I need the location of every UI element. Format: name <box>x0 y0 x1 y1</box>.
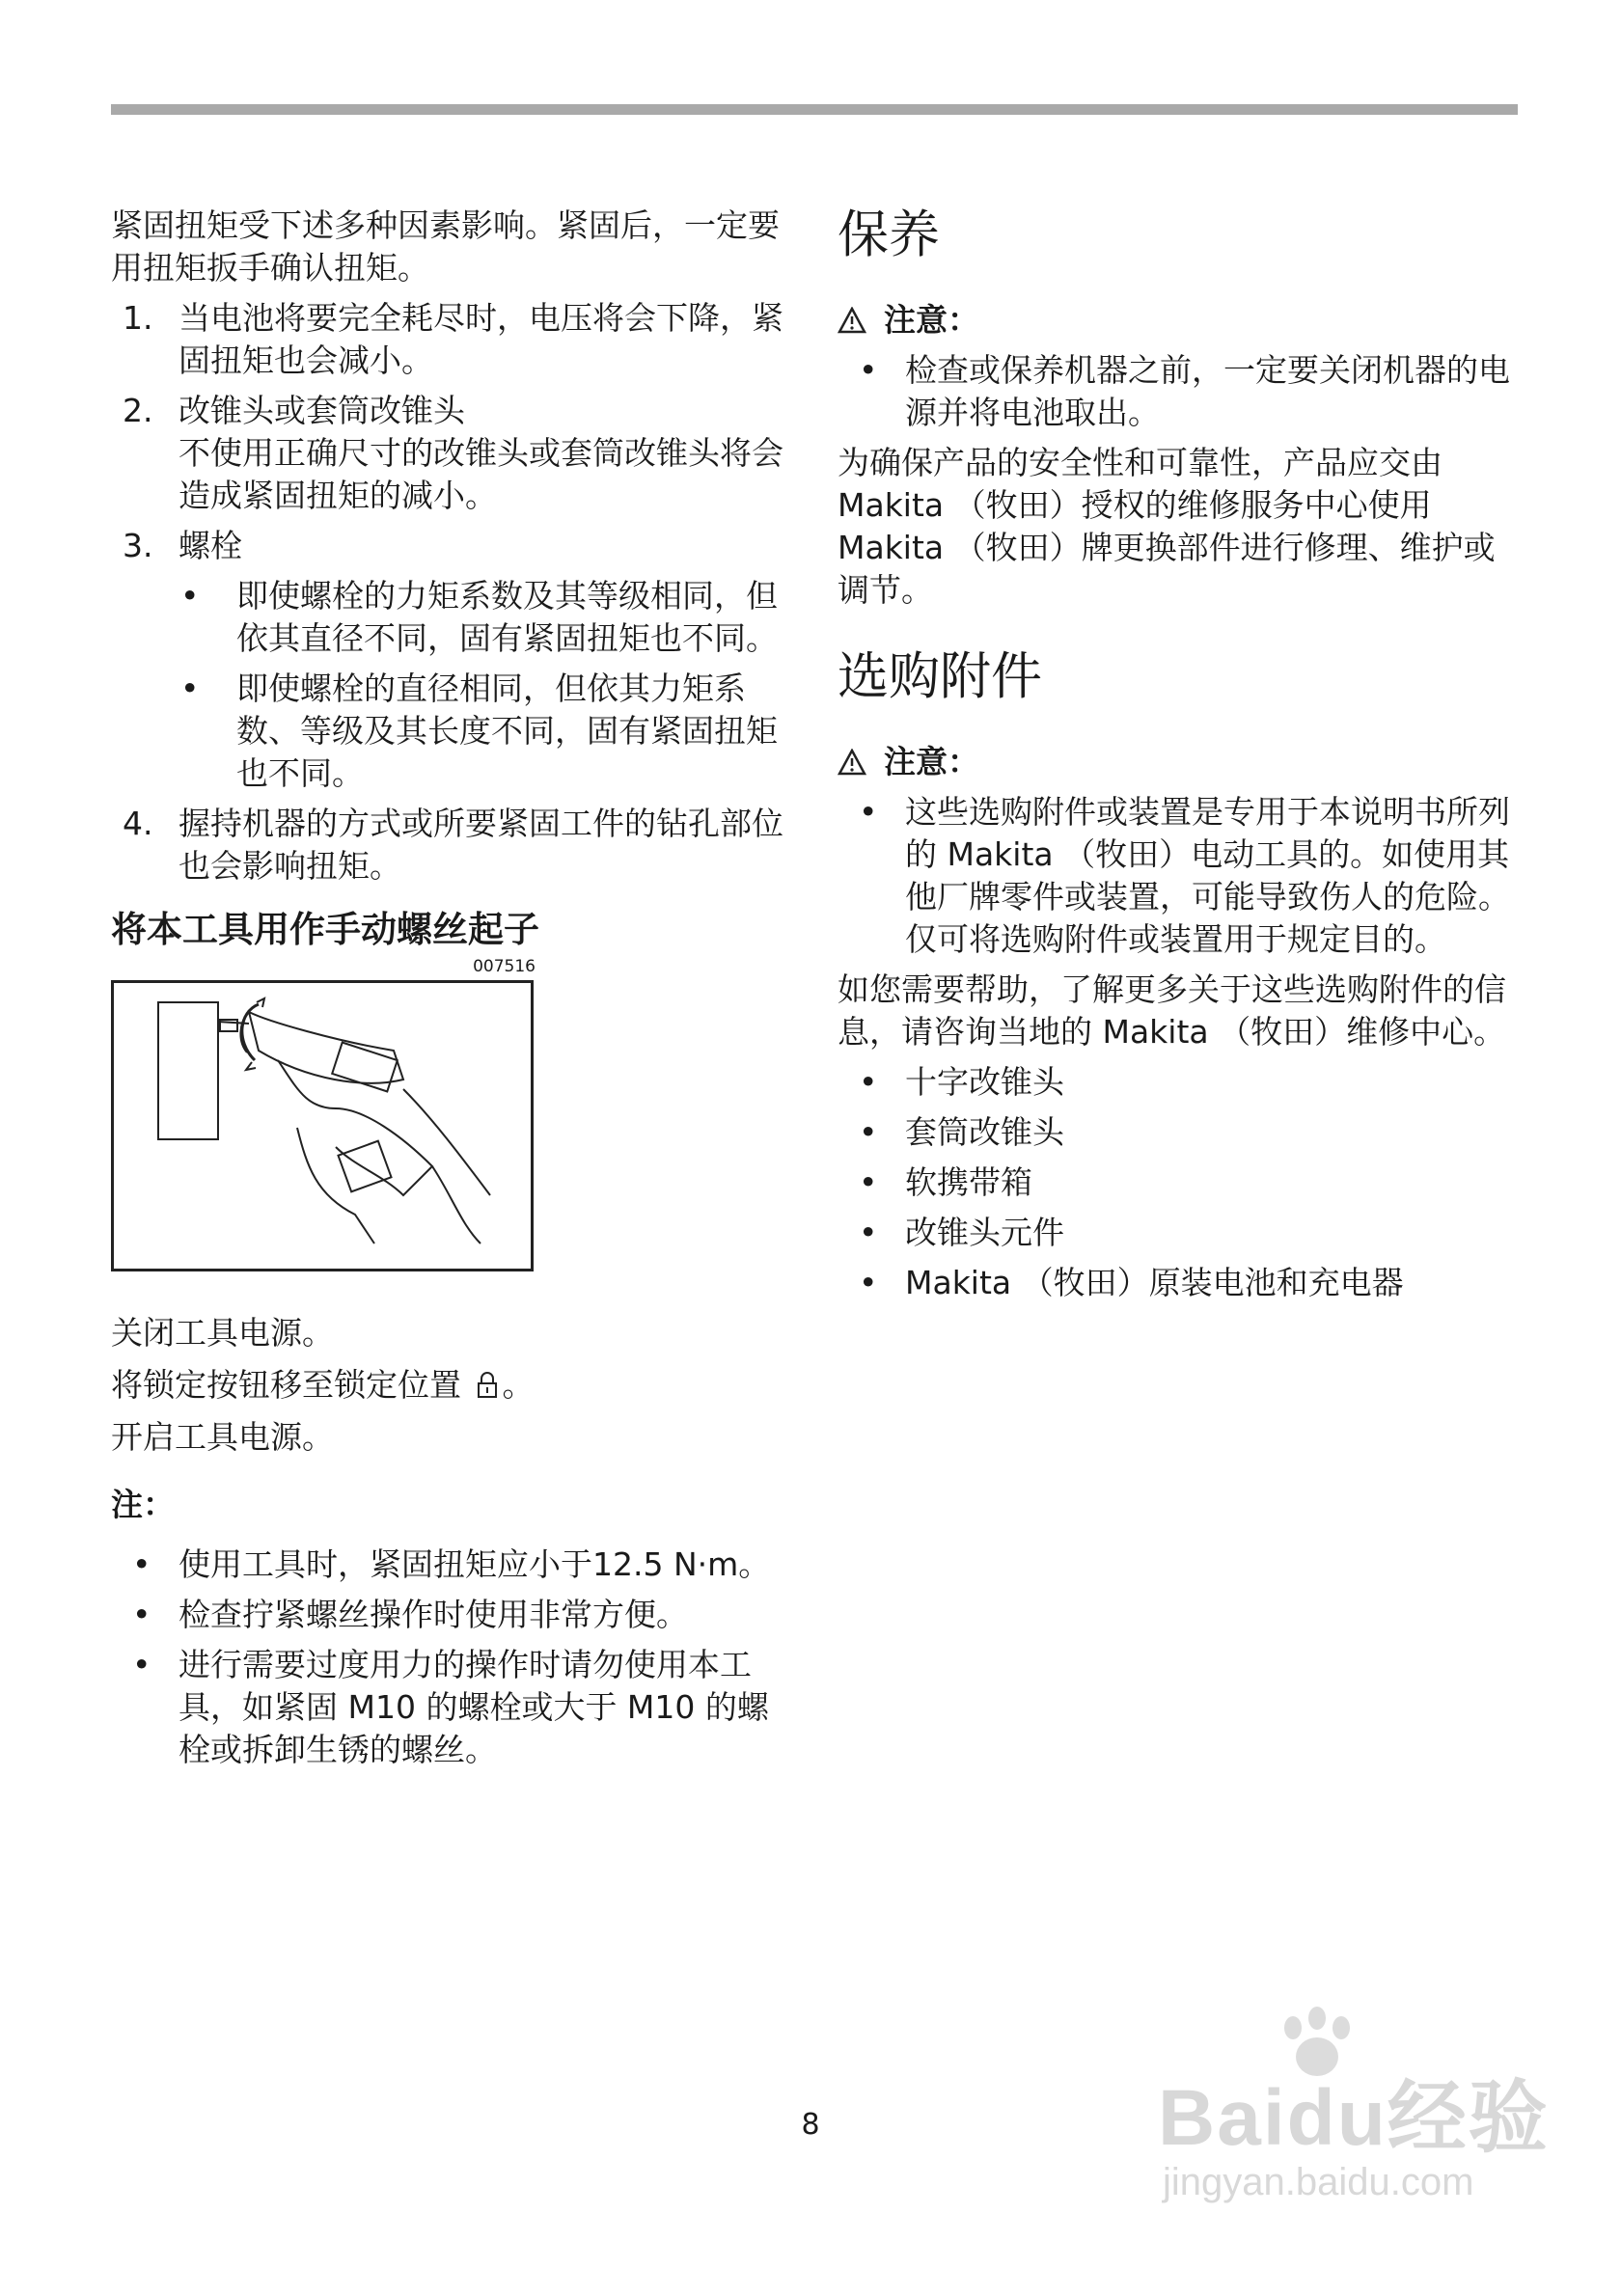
bullet-icon: • <box>859 1214 878 1251</box>
maintenance-caution: 注意： <box>838 299 1518 342</box>
note-item-2: • 检查拧紧螺丝操作时使用非常方便。 <box>111 1594 791 1636</box>
maintenance-bullet: • 检查或保养机器之前，一定要关闭机器的电源并将电池取出。 <box>859 351 1510 431</box>
note-item-3: • 进行需要过度用力的操作时请勿使用本工具，如紧固 M10 的螺栓或大于 M10 的螺栓或拆卸生锈的螺丝。 <box>132 1646 769 1768</box>
bullet-icon: • <box>859 793 878 831</box>
factor-item-4: 4. 握持机器的方式或所要紧固工件的钻孔部位也会影响扭矩。 <box>123 805 783 885</box>
watermark-url: jingyan.baidu.com <box>1163 2161 1474 2203</box>
step-power-on: 开启工具电源。 <box>111 1418 334 1456</box>
bullet-icon: • <box>859 1113 878 1151</box>
bullet-icon: • <box>132 1596 151 1633</box>
watermark-logo: Baidu经验 <box>1158 2074 1550 2162</box>
left-column <box>111 205 791 1779</box>
figure-code: 007516 <box>473 957 536 976</box>
bullet-icon: • <box>132 1545 151 1583</box>
note-title: 注： <box>111 1486 175 1523</box>
accessories-title: 选购附件 <box>838 647 1042 706</box>
accessory-item: • 软携带箱 <box>838 1162 1518 1204</box>
warning-icon <box>838 307 866 334</box>
maintenance-title: 保养 <box>838 205 940 264</box>
step-lock: 将锁定按钮移至锁定位置 。 <box>111 1366 535 1404</box>
accessory-item: • 改锥头元件 <box>838 1212 1518 1254</box>
page-number: 8 <box>801 2108 820 2142</box>
bullet-icon: • <box>180 670 200 707</box>
step-power-off: 关闭工具电源。 <box>111 1314 334 1352</box>
factor-item-3: 3. 螺栓 <box>123 527 242 564</box>
bullet-icon: • <box>132 1646 151 1683</box>
factor-item-2: 2. 改锥头或套筒改锥头 不使用正确尺寸的改锥头或套筒改锥头将会造成紧固扭矩的减小。 <box>123 392 783 514</box>
tool-illustration <box>111 980 534 1271</box>
lock-icon <box>476 1371 499 1400</box>
note-item-1: • 使用工具时，紧固扭矩应小于12.5 N·m。 <box>111 1544 791 1586</box>
factor-item-1: 1. 当电池将要完全耗尽时，电压将会下降，紧固扭矩也会减小。 <box>123 299 783 379</box>
accessory-item: • Makita （牧田）原装电池和充电器 <box>838 1262 1518 1304</box>
warning-icon <box>838 749 866 776</box>
right-column <box>838 205 1518 1312</box>
accessory-item: • 十字改锥头 <box>838 1061 1518 1104</box>
accessory-item: • 套筒改锥头 <box>838 1111 1518 1154</box>
maintenance-paragraph: 为确保产品的安全性和可靠性，产品应交由 Makita （牧田）授权的维修服务中心使用 Makita （牧田）牌更换部件进行修理、维护或调节。 <box>838 444 1496 609</box>
bullet-icon: • <box>859 1264 878 1301</box>
bullet-icon: • <box>859 1163 878 1201</box>
figure <box>111 957 536 1271</box>
manual-screwdriver-heading: 将本工具用作手动螺丝起子 <box>111 909 539 950</box>
bullet-icon: • <box>859 351 878 389</box>
accessories-caution: 注意： <box>838 741 1518 783</box>
bolt-bullet-2: • 即使螺栓的直径相同，但依其力矩系数、等级及其长度不同，固有紧固扭矩也不同。 <box>180 670 778 792</box>
bullet-icon: • <box>180 577 200 615</box>
accessories-bullet: • 这些选购附件或装置是专用于本说明书所列的 Makita （牧田）电动工具的。如使用其他厂牌零件或装置，可能导致伤人的危险。仅可将选购附件或装置用于规定目的。 <box>859 793 1510 958</box>
top-rule <box>111 104 1518 115</box>
bolt-bullet-1: • 即使螺栓的力矩系数及其等级相同，但依其直径不同，固有紧固扭矩也不同。 <box>180 577 778 657</box>
accessories-paragraph: 如您需要帮助，了解更多关于这些选购附件的信息，请咨询当地的 Makita （牧田）维修中心。 <box>838 970 1506 1051</box>
torque-intro: 紧固扭矩受下述多种因素影响。紧固后，一定要用扭矩扳手确认扭矩。 <box>111 206 780 287</box>
bullet-icon: • <box>859 1063 878 1101</box>
operation-steps <box>111 1312 791 1459</box>
screwdriver-hand-illustration <box>114 983 531 1269</box>
